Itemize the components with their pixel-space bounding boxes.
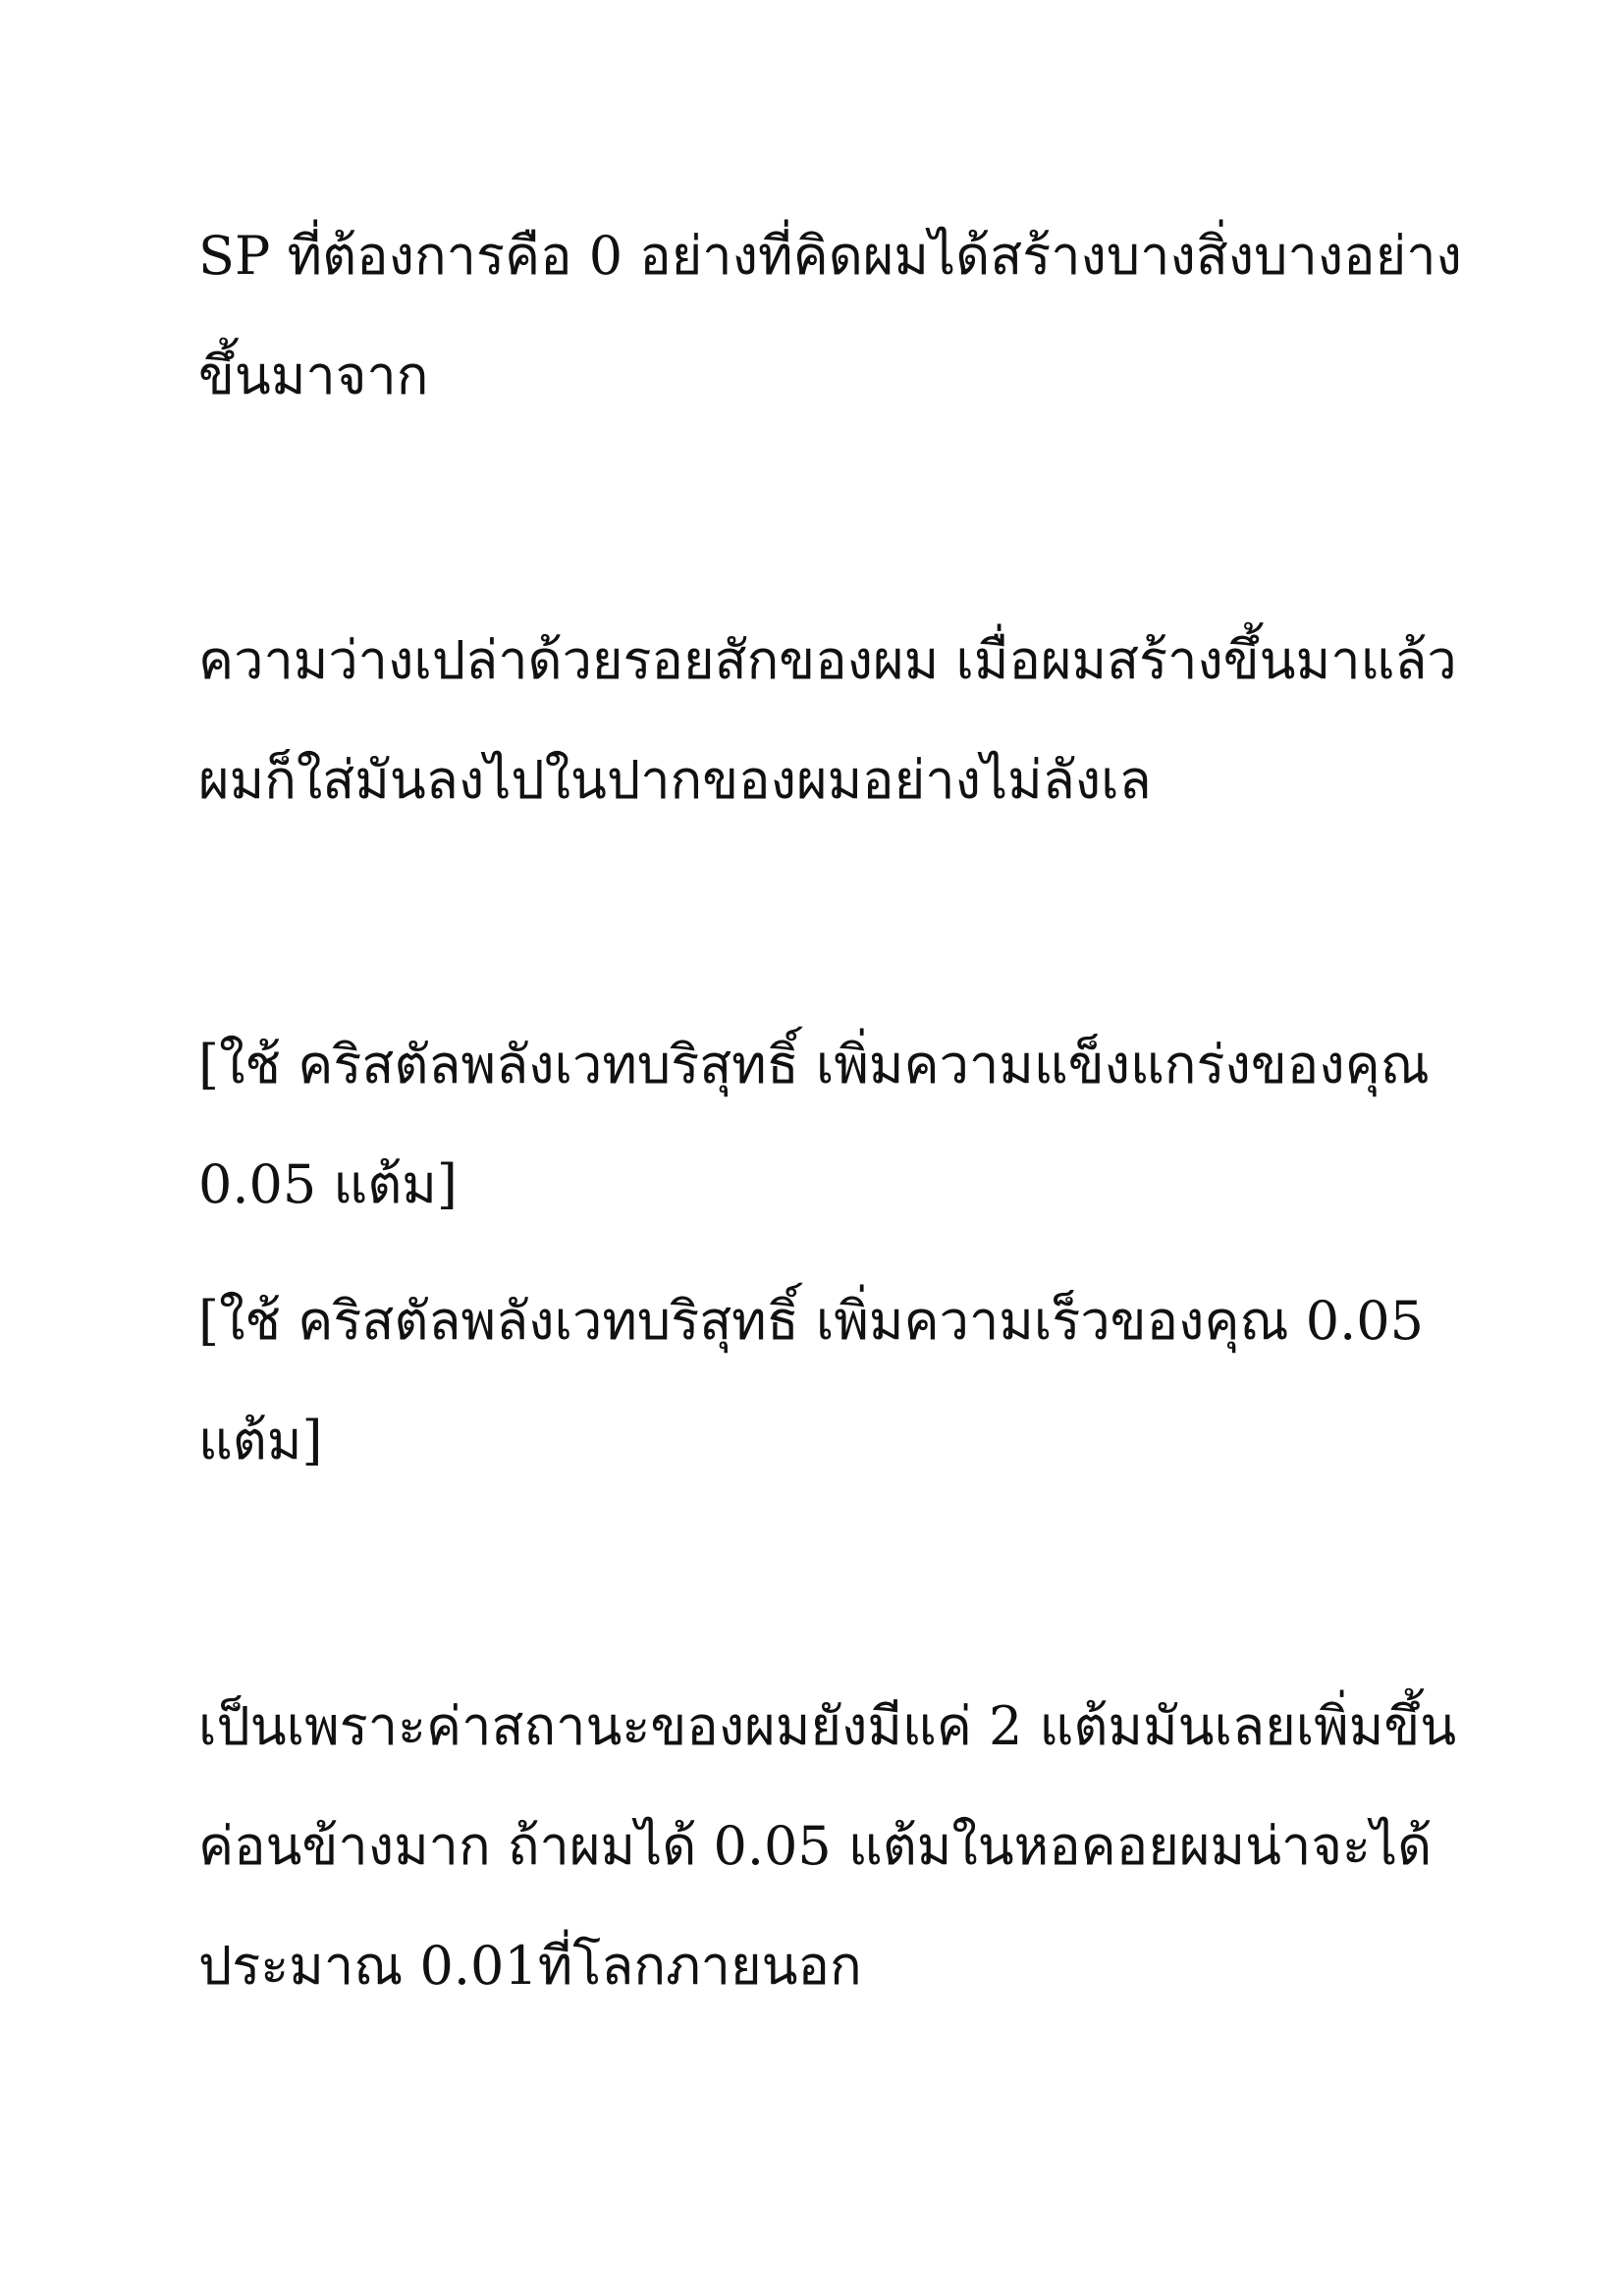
paragraph-2-line-1: ความว่างเปล่าด้วยรอยสักของผม เมื่อผมสร้างขึ้นมาแล้ว — [198, 629, 1457, 691]
paragraph-5-line-3: ประมาณ 0.01ที่โลกภายนอก — [198, 1935, 862, 1997]
paragraph-5-line-1: เป็นเพราะค่าสถานะของผมยังมีแค่ 2 แต้มมันเลยเพิ่มขึ้น — [198, 1695, 1457, 1757]
paragraph-4-line-1: [ใช้ คริสตัลพลังเวทบริสุทธิ์ เพิ่มความเร็วของคุณ 0.05 — [198, 1290, 1425, 1352]
paragraph-1-line-1: SP ที่ต้องการคือ 0 อย่างที่คิดผมได้สร้างบางสิ่งบางอย่าง — [198, 225, 1462, 287]
paragraph-2-line-2: ผมก็ใส่มันลงไปในปากของผมอย่างไม่ลังเล — [198, 749, 1152, 811]
paragraph-3-line-2: 0.05 แต้ม] — [198, 1153, 458, 1215]
paragraph-3-line-1: [ใช้ คริสตัลพลังเวทบริสุทธิ์ เพิ่มความแข็งแกร่งของคุณ — [198, 1034, 1430, 1095]
paragraph-4-line-2: แต้ม] — [198, 1410, 323, 1471]
paragraph-5-line-2: ค่อนข้างมาก ถ้าผมได้ 0.05 แต้มในหอคอยผมน่าจะได้ — [198, 1815, 1433, 1877]
paragraph-1-line-2: ขึ้นมาจาก — [198, 345, 429, 406]
